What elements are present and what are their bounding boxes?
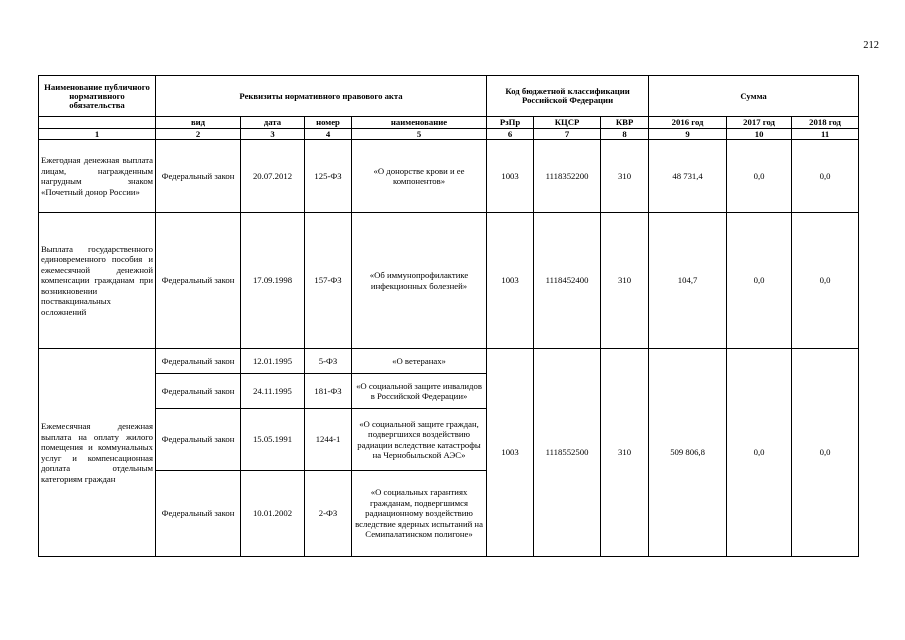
act-number: 2-ФЗ — [305, 471, 352, 557]
amount-2017: 0,0 — [727, 213, 792, 349]
header-2018: 2018 год — [792, 117, 859, 129]
act-name: «О социальной защите инвалидов в Российской Федерации» — [352, 374, 487, 409]
header-type: вид — [156, 117, 241, 129]
act-number: 125-ФЗ — [305, 140, 352, 213]
header-obligation-name: Наименование публичного нормативного обязательства — [39, 76, 156, 117]
act-name: «О ветеранах» — [352, 349, 487, 374]
table-row — [39, 140, 859, 213]
budget-obligations-table — [38, 75, 859, 557]
act-type: Федеральный закон — [156, 471, 241, 557]
header-act-details: Реквизиты нормативного правового акта — [156, 76, 487, 117]
act-date: 24.11.1995 — [241, 374, 305, 409]
col-number: 1 — [39, 128, 156, 140]
act-name: «О донорстве крови и ее компонентов» — [352, 140, 487, 213]
rzpr-code: 1003 — [487, 213, 534, 349]
header-kcsr: КЦСР — [534, 117, 601, 129]
act-date: 10.01.2002 — [241, 471, 305, 557]
rzpr-code: 1003 — [487, 349, 534, 557]
amount-2018: 0,0 — [792, 349, 859, 557]
header-number: номер — [305, 117, 352, 129]
amount-2017: 0,0 — [727, 349, 792, 557]
kcsr-code: 1118552500 — [534, 349, 601, 557]
obligation-name: Ежегодная денежная выплата лицам, награжденным нагрудным знаком «Почетный донор России» — [39, 140, 156, 213]
header-date: дата — [241, 117, 305, 129]
kvr-code: 310 — [601, 213, 649, 349]
act-date: 17.09.1998 — [241, 213, 305, 349]
obligation-name: Выплата государственного единовременного пособия и ежемесячной денежной компенсации гражданам при возникновении поствакцинальных осложнений — [39, 213, 156, 349]
col-number: 5 — [352, 128, 487, 140]
table-row — [39, 349, 859, 374]
amount-2016: 104,7 — [649, 213, 727, 349]
header-rzpr: РзПр — [487, 117, 534, 129]
amount-2018: 0,0 — [792, 140, 859, 213]
act-name: «Об иммунопрофилактике инфекционных болезней» — [352, 213, 487, 349]
act-type: Федеральный закон — [156, 213, 241, 349]
header-empty — [39, 117, 156, 129]
act-type: Федеральный закон — [156, 409, 241, 471]
amount-2016: 48 731,4 — [649, 140, 727, 213]
kcsr-code: 1118352200 — [534, 140, 601, 213]
header-budget-code: Код бюджетной классификации Российской Федерации — [487, 76, 649, 117]
act-number: 5-ФЗ — [305, 349, 352, 374]
amount-2017: 0,0 — [727, 140, 792, 213]
col-number: 10 — [727, 128, 792, 140]
col-number: 4 — [305, 128, 352, 140]
col-number: 11 — [792, 128, 859, 140]
act-type: Федеральный закон — [156, 374, 241, 409]
table-row — [39, 213, 859, 349]
act-date: 20.07.2012 — [241, 140, 305, 213]
header-name: наименование — [352, 117, 487, 129]
act-type: Федеральный закон — [156, 349, 241, 374]
kvr-code: 310 — [601, 349, 649, 557]
col-number: 3 — [241, 128, 305, 140]
page-number: 212 — [863, 40, 879, 51]
header-2017: 2017 год — [727, 117, 792, 129]
act-name: «О социальных гарантиях гражданам, подвергшимся радиационному воздействию вследствие ядерных испытаний на Семипалатинском полигоне» — [352, 471, 487, 557]
act-date: 12.01.1995 — [241, 349, 305, 374]
act-number: 1244-1 — [305, 409, 352, 471]
act-date: 15.05.1991 — [241, 409, 305, 471]
rzpr-code: 1003 — [487, 140, 534, 213]
header-amount: Сумма — [649, 76, 859, 117]
col-number: 8 — [601, 128, 649, 140]
kcsr-code: 1118452400 — [534, 213, 601, 349]
kvr-code: 310 — [601, 140, 649, 213]
col-number: 9 — [649, 128, 727, 140]
amount-2018: 0,0 — [792, 213, 859, 349]
obligation-name: Ежемесячная денежная выплата на оплату жилого помещения и коммунальных услуг и компенсационная доплата отдельным категориям граждан — [39, 349, 156, 557]
col-number: 6 — [487, 128, 534, 140]
col-number: 2 — [156, 128, 241, 140]
act-number: 157-ФЗ — [305, 213, 352, 349]
header-kvr: КВР — [601, 117, 649, 129]
act-number: 181-ФЗ — [305, 374, 352, 409]
col-number: 7 — [534, 128, 601, 140]
header-2016: 2016 год — [649, 117, 727, 129]
amount-2016: 509 806,8 — [649, 349, 727, 557]
act-name: «О социальной защите граждан, подвергшихся воздействию радиации вследствие катастрофы на Чернобыльской АЭС» — [352, 409, 487, 471]
act-type: Федеральный закон — [156, 140, 241, 213]
